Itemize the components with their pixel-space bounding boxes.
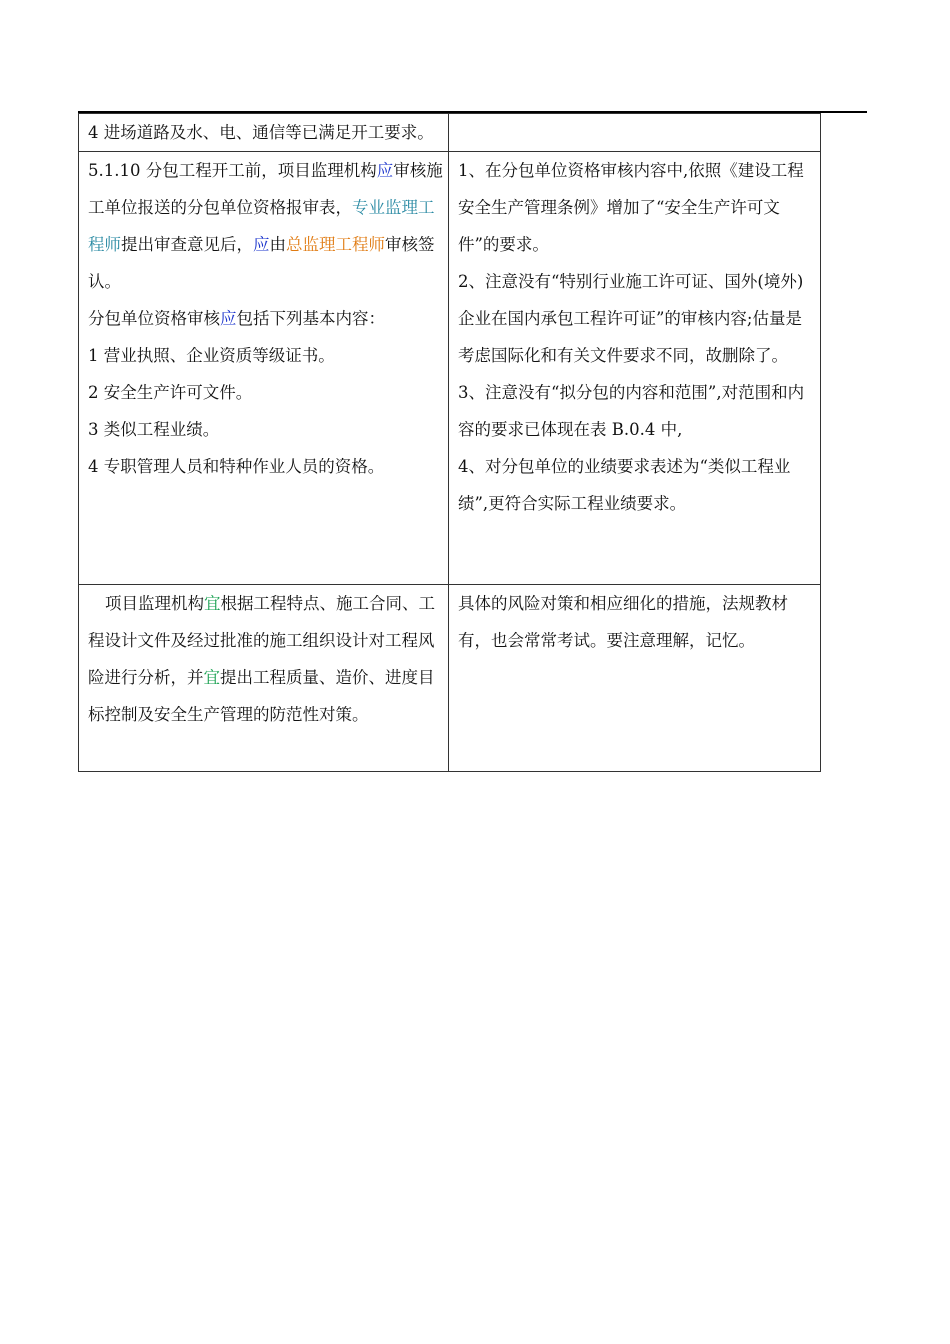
note-item: 3、注意没有“拟分包的内容和范围”,对范围和内容的要求已体现在表 B.0.4 中, bbox=[458, 383, 805, 439]
list-item: 3 类似工程业绩。 bbox=[88, 420, 220, 439]
keyword-ying: 应 bbox=[376, 161, 394, 180]
table-row bbox=[79, 585, 821, 772]
content-intro: 分包单位资格审核应包括下列基本内容： bbox=[88, 309, 385, 328]
row3-left-cell bbox=[79, 585, 449, 772]
risk-note: 具体的风险对策和相应细化的措施，法规教材有，也会常常考试。要注意理解，记忆。 bbox=[458, 594, 788, 650]
keyword-yi: 宜 bbox=[204, 594, 221, 613]
note-item: 2、注意没有“特别行业施工许可证、国外(境外)企业在国内承包工程许可证”的审核内容;估量是考虑国际化和有关文件要求不同，故删除了。 bbox=[458, 272, 804, 365]
clause-5-1-10: 5.1.10 分包工程开工前，项目监理机构应审核施工单位报送的分包单位资格报审表，专业监理工程师提出审查意见后，应由总监理工程师审核签认。 bbox=[88, 161, 443, 291]
note-item: 1、在分包单位资格审核内容中,依照《建设工程安全生产管理条例》增加了“安全生产许可文件”的要求。 bbox=[458, 161, 804, 254]
keyword-yi: 宜 bbox=[203, 668, 220, 687]
list-item: 1 营业执照、企业资质等级证书。 bbox=[88, 346, 335, 365]
table-row bbox=[79, 114, 821, 152]
comparison-table bbox=[78, 113, 821, 772]
keyword-ying: 应 bbox=[253, 235, 270, 254]
keyword-ying: 应 bbox=[220, 309, 237, 328]
clause-item-4: 4 进场道路及水、电、通信等已满足开工要求。 bbox=[88, 123, 434, 142]
row2-right-cell bbox=[449, 152, 821, 585]
row1-right-cell bbox=[449, 114, 821, 152]
table-row bbox=[79, 152, 821, 585]
note-item: 4、对分包单位的业绩要求表述为“类似工程业绩”,更符合实际工程业绩要求。 bbox=[458, 457, 791, 513]
keyword-specialist-engineer: 专业监理工程师 bbox=[88, 198, 435, 254]
keyword-chief-engineer: 总监理工程师 bbox=[286, 235, 385, 254]
risk-clause: 项目监理机构宜根据工程特点、施工合同、工程设计文件及经过批准的施工组织设计对工程风险进行分析，并宜提出工程质量、造价、进度目标控制及安全生产管理的防范性对策。 bbox=[88, 594, 435, 724]
row1-left-cell bbox=[79, 114, 449, 152]
list-item: 2 安全生产许可文件。 bbox=[88, 383, 253, 402]
row2-left-cell bbox=[79, 152, 449, 585]
list-item: 4 专职管理人员和特种作业人员的资格。 bbox=[88, 457, 385, 476]
row3-right-cell bbox=[449, 585, 821, 772]
